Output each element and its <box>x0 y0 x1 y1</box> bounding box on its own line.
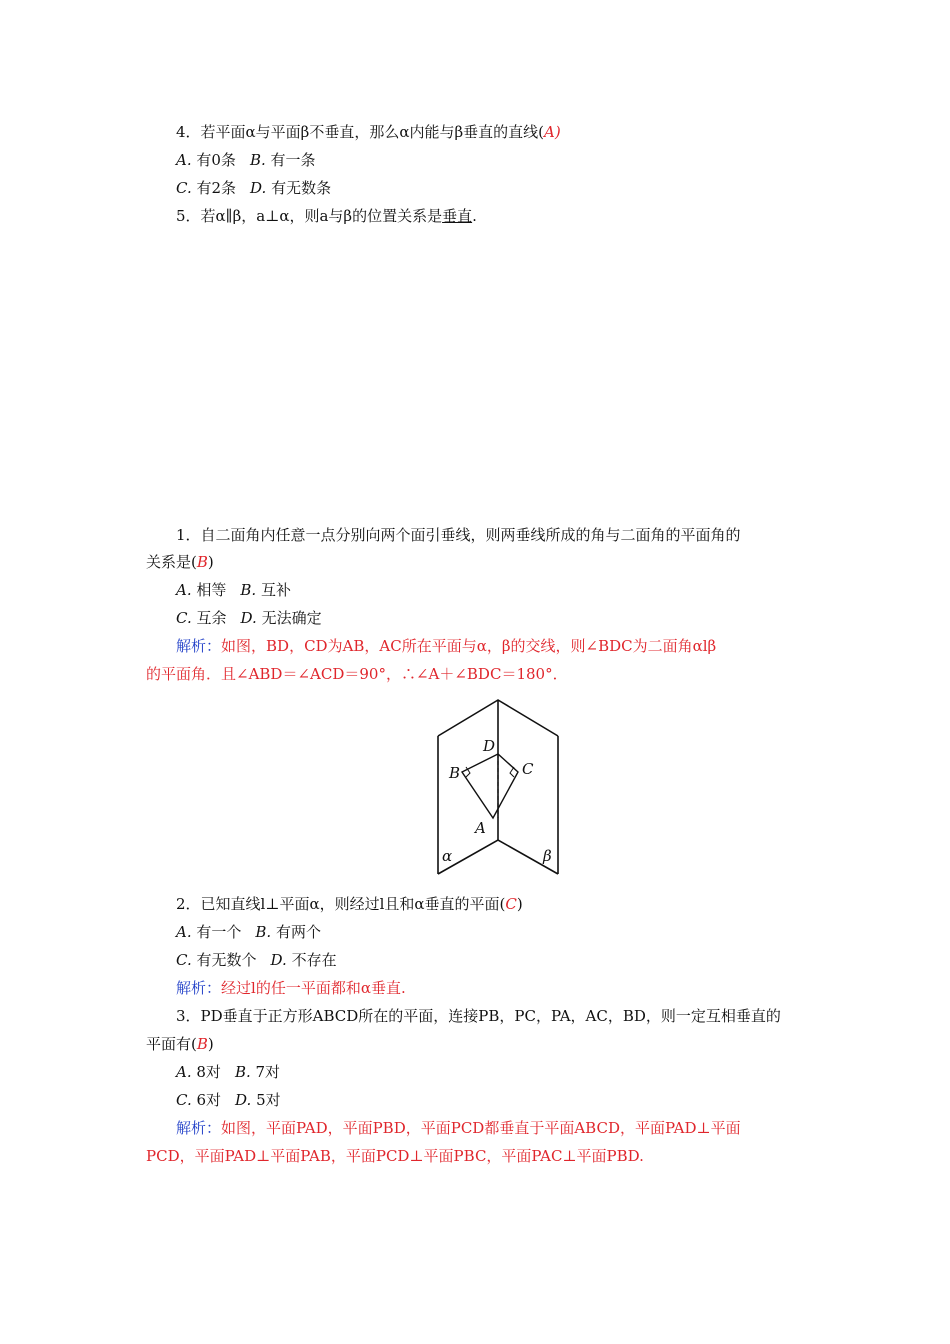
b-q1-options-ab: A. 相等 B. 互补 <box>176 581 291 599</box>
dihedral-angle-figure <box>435 698 565 878</box>
b-q3-options-cd: C. 6对 D. 5对 <box>176 1091 281 1109</box>
b-q1-options-cd: C. 互余 D. 无法确定 <box>176 609 322 627</box>
figure-right-angle-c <box>510 767 514 777</box>
q4-answer: A <box>544 123 555 141</box>
q5-stem: 5．若α∥β，a⊥α，则a与β的位置关系是垂直. <box>176 207 477 225</box>
b-q3-answer: B <box>196 1035 208 1053</box>
figure-label-b: B <box>449 764 461 782</box>
figure-label-c: C <box>522 760 534 778</box>
q4-options-cd: C. 有2条 D. 有无数条 <box>176 179 332 197</box>
b-q2-stem: 2．已知直线l⊥平面α，则经过l且和α垂直的平面(C) <box>176 895 523 913</box>
b-q2-explanation: 解析：经过l的任一平面都和α垂直. <box>176 979 406 997</box>
b-q2-answer: C <box>505 895 517 913</box>
b-q3-stem-line2: 平面有(B) <box>146 1035 214 1053</box>
b-q3-explanation-line2: PCD，平面PAD⊥平面PAB，平面PCD⊥平面PBC，平面PAC⊥平面PBD. <box>146 1147 644 1165</box>
q5-answer: 垂直 <box>442 207 473 225</box>
figure-quadrilateral-abdc <box>462 754 518 818</box>
q4-stem: 4．若平面α与平面β不垂直，那么α内能与β垂直的直线(A) <box>176 123 561 141</box>
b-q1-answer: B <box>196 553 208 571</box>
b-q1-explanation-line1: 解析：如图，BD，CD为AB，AC所在平面与α，β的交线，则∠BDC为二面角αlβ <box>176 637 717 655</box>
figure-label-beta: β <box>543 847 552 865</box>
b-q3-stem-line1: 3．PD垂直于正方形ABCD所在的平面，连接PB，PC，PA，AC，BD，则一定互相垂直的 <box>176 1007 781 1025</box>
b-q2-options-ab: A. 有一个 B. 有两个 <box>176 923 321 941</box>
q4-options-ab: A. 有0条 B. 有一条 <box>176 151 316 169</box>
figure-label-d: D <box>483 737 496 755</box>
figure-label-a: A <box>475 819 486 837</box>
b-q3-explanation-line1: 解析：如图，平面PAD，平面PBD，平面PCD都垂直于平面ABCD，平面PAD⊥平面 <box>176 1119 741 1137</box>
b-q1-explanation-line2: 的平面角．且∠ABD＝∠ACD＝90°，∴∠A＋∠BDC＝180°． <box>146 665 568 683</box>
b-q1-stem-line2: 关系是(B) <box>146 553 214 571</box>
figure-bottom-edge <box>438 840 558 874</box>
figure-label-alpha: α <box>442 847 453 865</box>
b-q2-options-cd: C. 有无数个 D. 不存在 <box>176 951 337 969</box>
b-q1-stem-line1: 1．自二面角内任意一点分别向两个面引垂线，则两垂线所成的角与二面角的平面角的 <box>176 526 741 544</box>
b-q3-options-ab: A. 8对 B. 7对 <box>176 1063 281 1081</box>
